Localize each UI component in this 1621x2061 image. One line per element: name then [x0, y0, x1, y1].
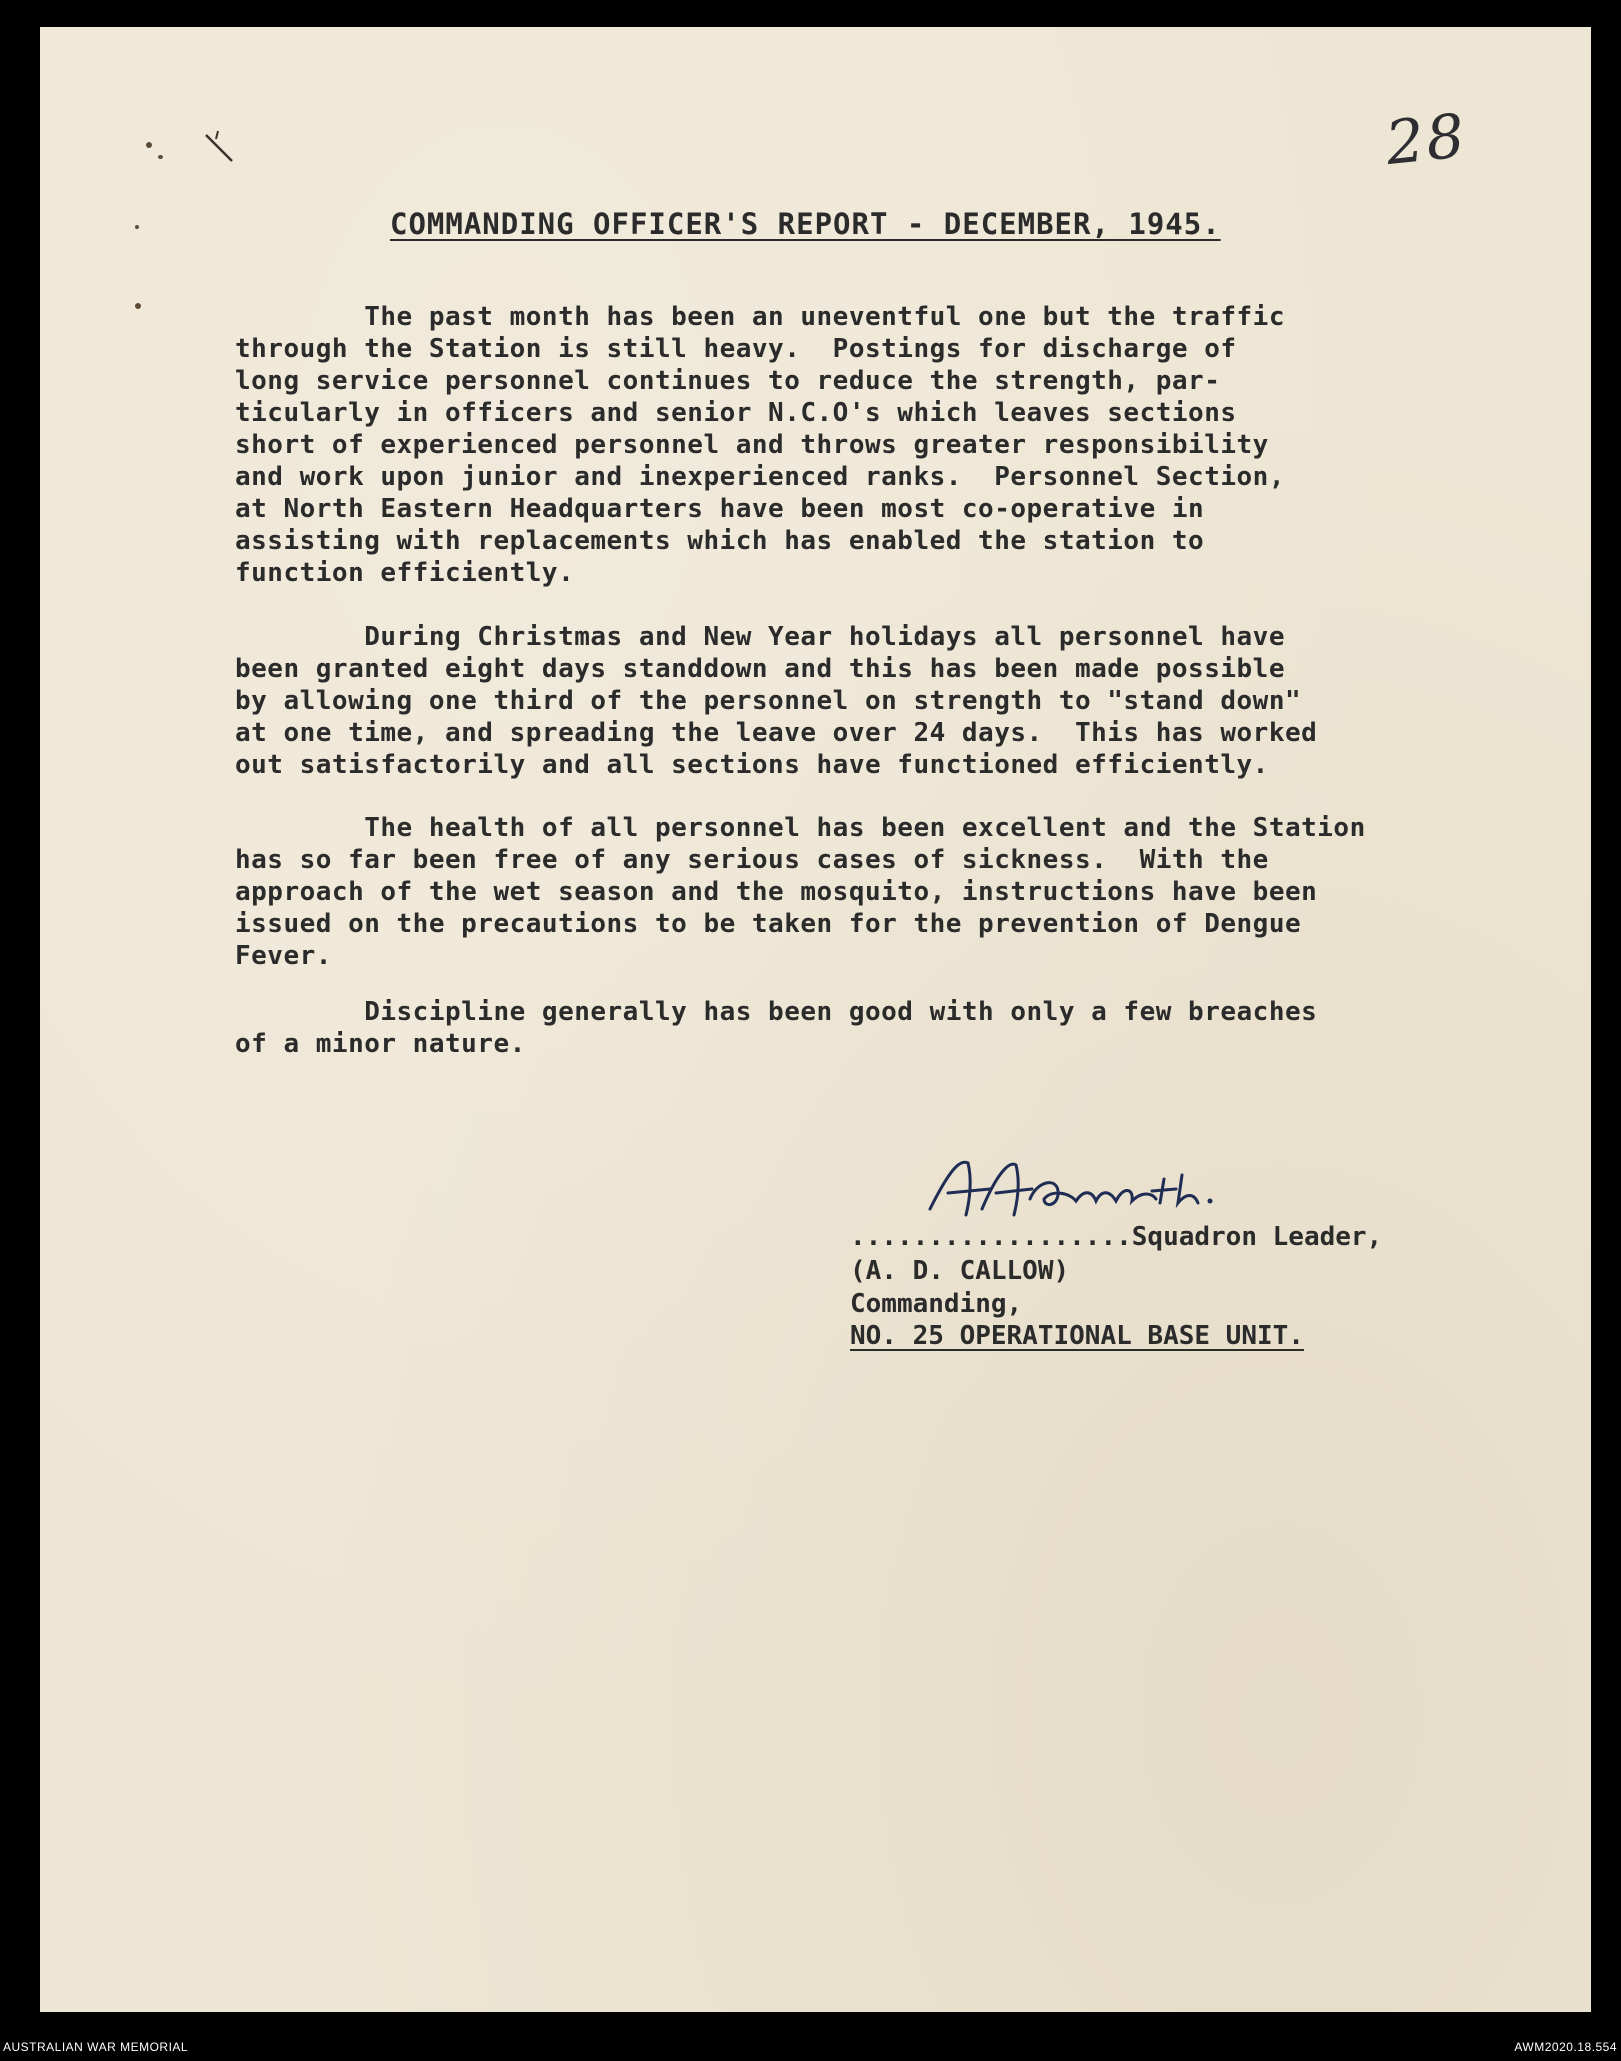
archive-reference: AWM2020.18.554 — [1514, 2040, 1617, 2054]
tear-mark-icon — [202, 127, 242, 167]
paragraph-traffic: The past month has been an uneventful one but the traffic through the Station is still heavy. Postings for discharge of long service personnel continues to reduce the strength, par- ticularly in officers and senior N.C.O's which leaves sections short of experienced personnel and throws greater responsibility and work upon junior and inexperienced ranks. Personnel Section, at North Eastern Headquarters have been most co-operative in assisting with replacements which has enabled the station to function efficiently. — [235, 302, 1285, 588]
signatory-name: (A. D. CALLOW) — [850, 1256, 1070, 1286]
punch-hole-mark — [158, 155, 163, 159]
paragraph-health: The health of all personnel has been excellent and the Station has so far been free of any serious cases of sickness. With the approach of the wet season and the mosquito, instructions have been issued on the precautions to be taken for the prevention of Dengue Fever. — [235, 813, 1366, 971]
signatory-role: Commanding, — [850, 1289, 1023, 1319]
paragraph-discipline: Discipline generally has been good with only a few breaches of a minor nature. — [235, 997, 1318, 1059]
handwritten-page-number: 28 — [1382, 100, 1470, 180]
signatory-unit: NO. 25 OPERATIONAL BASE UNIT. — [850, 1321, 1304, 1351]
archive-credit: AUSTRALIAN WAR MEMORIAL — [3, 2040, 189, 2054]
punch-hole-mark — [135, 225, 139, 229]
signature-rank-line: ..................Squadron Leader, — [850, 1222, 1383, 1252]
paragraph-holidays: During Christmas and New Year holidays all personnel have been granted eight days standdown and this has been made possible by allowing one third of the personnel on strength to "stand down" at one time, and spreading the leave over 24 days. This has worked out satisfactorily and all sections have functioned efficiently. — [235, 622, 1318, 780]
document-page — [40, 27, 1591, 2012]
punch-hole-mark — [146, 142, 152, 148]
punch-hole-mark — [135, 303, 141, 309]
handwritten-signature — [920, 1149, 1280, 1229]
report-title: COMMANDING OFFICER'S REPORT - DECEMBER, 1945. — [390, 207, 1221, 241]
